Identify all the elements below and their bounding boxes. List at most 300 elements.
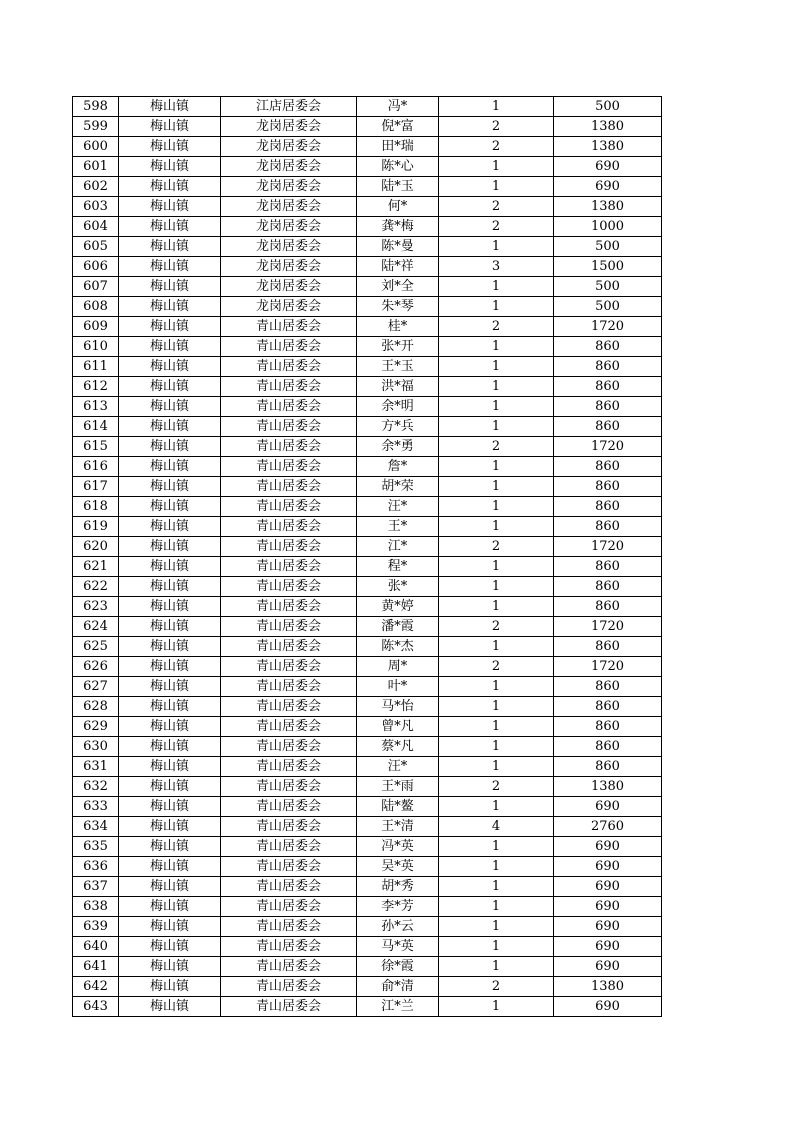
town-cell: 梅山镇: [119, 637, 221, 657]
table-row: [73, 497, 662, 517]
count-cell: 1: [439, 97, 554, 117]
town-cell: 梅山镇: [119, 257, 221, 277]
count-cell: 1: [439, 377, 554, 397]
row-number-cell: 634: [73, 817, 119, 837]
committee-cell: 青山居委会: [221, 617, 357, 637]
table-row: [73, 517, 662, 537]
committee-cell: 青山居委会: [221, 997, 357, 1017]
name-cell: 洪*福: [357, 377, 439, 397]
name-cell: 张*: [357, 577, 439, 597]
town-cell: 梅山镇: [119, 357, 221, 377]
count-cell: 1: [439, 697, 554, 717]
amount-cell: 860: [554, 637, 662, 657]
table-row: [73, 997, 662, 1017]
table-row: [73, 937, 662, 957]
table-row: [73, 257, 662, 277]
table-row: [73, 277, 662, 297]
town-cell: 梅山镇: [119, 237, 221, 257]
row-number-cell: 633: [73, 797, 119, 817]
committee-cell: 青山居委会: [221, 717, 357, 737]
town-cell: 梅山镇: [119, 577, 221, 597]
town-cell: 梅山镇: [119, 697, 221, 717]
town-cell: 梅山镇: [119, 157, 221, 177]
table-row: [73, 457, 662, 477]
table-row: [73, 677, 662, 697]
count-cell: 1: [439, 397, 554, 417]
row-number-cell: 630: [73, 737, 119, 757]
row-number-cell: 639: [73, 917, 119, 937]
committee-cell: 龙岗居委会: [221, 297, 357, 317]
amount-cell: 860: [554, 357, 662, 377]
committee-cell: 青山居委会: [221, 957, 357, 977]
row-number-cell: 611: [73, 357, 119, 377]
amount-cell: 1380: [554, 117, 662, 137]
committee-cell: 青山居委会: [221, 837, 357, 857]
count-cell: 2: [439, 117, 554, 137]
town-cell: 梅山镇: [119, 437, 221, 457]
name-cell: 田*瑞: [357, 137, 439, 157]
committee-cell: 青山居委会: [221, 697, 357, 717]
committee-cell: 龙岗居委会: [221, 157, 357, 177]
table-row: [73, 717, 662, 737]
amount-cell: 860: [554, 597, 662, 617]
name-cell: 桂*: [357, 317, 439, 337]
town-cell: 梅山镇: [119, 197, 221, 217]
count-cell: 1: [439, 557, 554, 577]
table-row: [73, 317, 662, 337]
amount-cell: 1380: [554, 777, 662, 797]
row-number-cell: 618: [73, 497, 119, 517]
count-cell: 1: [439, 277, 554, 297]
amount-cell: 860: [554, 517, 662, 537]
amount-cell: 500: [554, 237, 662, 257]
count-cell: 1: [439, 457, 554, 477]
count-cell: 1: [439, 417, 554, 437]
row-number-cell: 598: [73, 97, 119, 117]
name-cell: 马*英: [357, 937, 439, 957]
committee-cell: 龙岗居委会: [221, 197, 357, 217]
table-row: [73, 917, 662, 937]
name-cell: 曾*凡: [357, 717, 439, 737]
name-cell: 方*兵: [357, 417, 439, 437]
committee-cell: 青山居委会: [221, 857, 357, 877]
table-row: [73, 617, 662, 637]
row-number-cell: 614: [73, 417, 119, 437]
amount-cell: 690: [554, 177, 662, 197]
count-cell: 1: [439, 477, 554, 497]
row-number-cell: 640: [73, 937, 119, 957]
count-cell: 1: [439, 757, 554, 777]
amount-cell: 690: [554, 897, 662, 917]
committee-cell: 龙岗居委会: [221, 117, 357, 137]
amount-cell: 690: [554, 857, 662, 877]
amount-cell: 1720: [554, 317, 662, 337]
count-cell: 1: [439, 917, 554, 937]
count-cell: 1: [439, 517, 554, 537]
table-row: [73, 957, 662, 977]
town-cell: 梅山镇: [119, 677, 221, 697]
town-cell: 梅山镇: [119, 777, 221, 797]
table-row: [73, 697, 662, 717]
amount-cell: 690: [554, 157, 662, 177]
name-cell: 陈*曼: [357, 237, 439, 257]
count-cell: 1: [439, 837, 554, 857]
committee-cell: 青山居委会: [221, 577, 357, 597]
row-number-cell: 600: [73, 137, 119, 157]
count-cell: 2: [439, 437, 554, 457]
committee-cell: 青山居委会: [221, 597, 357, 617]
table-row: [73, 397, 662, 417]
table-body: [73, 97, 662, 1017]
count-cell: 2: [439, 537, 554, 557]
table-row: [73, 197, 662, 217]
count-cell: 2: [439, 217, 554, 237]
row-number-cell: 615: [73, 437, 119, 457]
amount-cell: 500: [554, 297, 662, 317]
amount-cell: 500: [554, 277, 662, 297]
row-number-cell: 608: [73, 297, 119, 317]
table-row: [73, 177, 662, 197]
town-cell: 梅山镇: [119, 617, 221, 637]
row-number-cell: 628: [73, 697, 119, 717]
committee-cell: 青山居委会: [221, 777, 357, 797]
table-row: [73, 817, 662, 837]
town-cell: 梅山镇: [119, 877, 221, 897]
table-row: [73, 637, 662, 657]
count-cell: 1: [439, 957, 554, 977]
table-row: [73, 157, 662, 177]
count-cell: 2: [439, 777, 554, 797]
name-cell: 蔡*凡: [357, 737, 439, 757]
name-cell: 周*: [357, 657, 439, 677]
town-cell: 梅山镇: [119, 397, 221, 417]
town-cell: 梅山镇: [119, 177, 221, 197]
committee-cell: 青山居委会: [221, 317, 357, 337]
town-cell: 梅山镇: [119, 817, 221, 837]
table-row: [73, 977, 662, 997]
committee-cell: 龙岗居委会: [221, 277, 357, 297]
count-cell: 2: [439, 617, 554, 637]
town-cell: 梅山镇: [119, 317, 221, 337]
name-cell: 王*玉: [357, 357, 439, 377]
amount-cell: 860: [554, 377, 662, 397]
row-number-cell: 604: [73, 217, 119, 237]
count-cell: 1: [439, 237, 554, 257]
amount-cell: 860: [554, 457, 662, 477]
town-cell: 梅山镇: [119, 557, 221, 577]
committee-cell: 青山居委会: [221, 797, 357, 817]
committee-cell: 青山居委会: [221, 817, 357, 837]
count-cell: 2: [439, 137, 554, 157]
amount-cell: 860: [554, 717, 662, 737]
count-cell: 1: [439, 677, 554, 697]
row-number-cell: 635: [73, 837, 119, 857]
row-number-cell: 642: [73, 977, 119, 997]
amount-cell: 1380: [554, 197, 662, 217]
town-cell: 梅山镇: [119, 277, 221, 297]
town-cell: 梅山镇: [119, 417, 221, 437]
town-cell: 梅山镇: [119, 797, 221, 817]
amount-cell: 860: [554, 497, 662, 517]
table-row: [73, 557, 662, 577]
name-cell: 吴*英: [357, 857, 439, 877]
amount-cell: 1380: [554, 137, 662, 157]
table-row: [73, 877, 662, 897]
amount-cell: 860: [554, 697, 662, 717]
row-number-cell: 622: [73, 577, 119, 597]
row-number-cell: 626: [73, 657, 119, 677]
name-cell: 张*开: [357, 337, 439, 357]
count-cell: 2: [439, 977, 554, 997]
committee-cell: 青山居委会: [221, 337, 357, 357]
amount-cell: 1720: [554, 617, 662, 637]
town-cell: 梅山镇: [119, 937, 221, 957]
count-cell: 3: [439, 257, 554, 277]
town-cell: 梅山镇: [119, 137, 221, 157]
row-number-cell: 637: [73, 877, 119, 897]
row-number-cell: 619: [73, 517, 119, 537]
amount-cell: 1000: [554, 217, 662, 237]
table-row: [73, 797, 662, 817]
town-cell: 梅山镇: [119, 337, 221, 357]
town-cell: 梅山镇: [119, 857, 221, 877]
committee-cell: 青山居委会: [221, 397, 357, 417]
amount-cell: 860: [554, 757, 662, 777]
town-cell: 梅山镇: [119, 897, 221, 917]
amount-cell: 1720: [554, 537, 662, 557]
name-cell: 王*: [357, 517, 439, 537]
committee-cell: 青山居委会: [221, 517, 357, 537]
count-cell: 1: [439, 797, 554, 817]
count-cell: 1: [439, 997, 554, 1017]
name-cell: 徐*霞: [357, 957, 439, 977]
table-row: [73, 857, 662, 877]
committee-cell: 青山居委会: [221, 437, 357, 457]
amount-cell: 860: [554, 477, 662, 497]
amount-cell: 860: [554, 337, 662, 357]
name-cell: 陆*玉: [357, 177, 439, 197]
row-number-cell: 607: [73, 277, 119, 297]
amount-cell: 860: [554, 557, 662, 577]
row-number-cell: 641: [73, 957, 119, 977]
town-cell: 梅山镇: [119, 997, 221, 1017]
committee-cell: 龙岗居委会: [221, 137, 357, 157]
count-cell: 1: [439, 177, 554, 197]
amount-cell: 860: [554, 737, 662, 757]
amount-cell: 500: [554, 97, 662, 117]
row-number-cell: 613: [73, 397, 119, 417]
count-cell: 2: [439, 657, 554, 677]
row-number-cell: 643: [73, 997, 119, 1017]
name-cell: 冯*: [357, 97, 439, 117]
committee-cell: 青山居委会: [221, 457, 357, 477]
town-cell: 梅山镇: [119, 97, 221, 117]
name-cell: 江*兰: [357, 997, 439, 1017]
count-cell: 1: [439, 577, 554, 597]
amount-cell: 690: [554, 937, 662, 957]
row-number-cell: 605: [73, 237, 119, 257]
town-cell: 梅山镇: [119, 837, 221, 857]
amount-cell: 860: [554, 677, 662, 697]
name-cell: 江*: [357, 537, 439, 557]
row-number-cell: 620: [73, 537, 119, 557]
name-cell: 陈*心: [357, 157, 439, 177]
amount-cell: 1500: [554, 257, 662, 277]
count-cell: 1: [439, 877, 554, 897]
committee-cell: 青山居委会: [221, 637, 357, 657]
town-cell: 梅山镇: [119, 117, 221, 137]
committee-cell: 龙岗居委会: [221, 217, 357, 237]
committee-cell: 龙岗居委会: [221, 257, 357, 277]
committee-cell: 青山居委会: [221, 897, 357, 917]
table-row: [73, 237, 662, 257]
committee-cell: 青山居委会: [221, 657, 357, 677]
amount-cell: 860: [554, 417, 662, 437]
name-cell: 余*明: [357, 397, 439, 417]
table-row: [73, 597, 662, 617]
row-number-cell: 606: [73, 257, 119, 277]
amount-cell: 1720: [554, 437, 662, 457]
name-cell: 胡*秀: [357, 877, 439, 897]
row-number-cell: 610: [73, 337, 119, 357]
row-number-cell: 638: [73, 897, 119, 917]
count-cell: 1: [439, 357, 554, 377]
count-cell: 1: [439, 737, 554, 757]
amount-cell: 690: [554, 997, 662, 1017]
row-number-cell: 636: [73, 857, 119, 877]
name-cell: 朱*琴: [357, 297, 439, 317]
town-cell: 梅山镇: [119, 737, 221, 757]
name-cell: 詹*: [357, 457, 439, 477]
table-row: [73, 97, 662, 117]
name-cell: 李*芳: [357, 897, 439, 917]
committee-cell: 青山居委会: [221, 417, 357, 437]
amount-cell: 860: [554, 577, 662, 597]
row-number-cell: 617: [73, 477, 119, 497]
name-cell: 王*清: [357, 817, 439, 837]
row-number-cell: 599: [73, 117, 119, 137]
count-cell: 1: [439, 157, 554, 177]
town-cell: 梅山镇: [119, 297, 221, 317]
table-row: [73, 537, 662, 557]
name-cell: 余*勇: [357, 437, 439, 457]
table-row: [73, 837, 662, 857]
town-cell: 梅山镇: [119, 517, 221, 537]
committee-cell: 青山居委会: [221, 497, 357, 517]
row-number-cell: 629: [73, 717, 119, 737]
committee-cell: 青山居委会: [221, 557, 357, 577]
committee-cell: 龙岗居委会: [221, 177, 357, 197]
name-cell: 叶*: [357, 677, 439, 697]
table-row: [73, 417, 662, 437]
name-cell: 王*雨: [357, 777, 439, 797]
name-cell: 马*怡: [357, 697, 439, 717]
name-cell: 陈*杰: [357, 637, 439, 657]
town-cell: 梅山镇: [119, 717, 221, 737]
committee-cell: 青山居委会: [221, 737, 357, 757]
town-cell: 梅山镇: [119, 377, 221, 397]
row-number-cell: 627: [73, 677, 119, 697]
name-cell: 龚*梅: [357, 217, 439, 237]
town-cell: 梅山镇: [119, 217, 221, 237]
name-cell: 俞*清: [357, 977, 439, 997]
row-number-cell: 612: [73, 377, 119, 397]
data-table: [72, 96, 662, 1017]
count-cell: 1: [439, 297, 554, 317]
town-cell: 梅山镇: [119, 597, 221, 617]
amount-cell: 690: [554, 957, 662, 977]
name-cell: 刘*全: [357, 277, 439, 297]
table-row: [73, 657, 662, 677]
row-number-cell: 609: [73, 317, 119, 337]
row-number-cell: 616: [73, 457, 119, 477]
count-cell: 1: [439, 337, 554, 357]
amount-cell: 690: [554, 837, 662, 857]
table-row: [73, 117, 662, 137]
committee-cell: 青山居委会: [221, 757, 357, 777]
town-cell: 梅山镇: [119, 537, 221, 557]
name-cell: 孙*云: [357, 917, 439, 937]
amount-cell: 690: [554, 877, 662, 897]
count-cell: 1: [439, 857, 554, 877]
count-cell: 2: [439, 317, 554, 337]
row-number-cell: 625: [73, 637, 119, 657]
name-cell: 汪*: [357, 497, 439, 517]
name-cell: 倪*富: [357, 117, 439, 137]
name-cell: 陆*鳌: [357, 797, 439, 817]
committee-cell: 青山居委会: [221, 977, 357, 997]
table-row: [73, 297, 662, 317]
name-cell: 潘*霞: [357, 617, 439, 637]
count-cell: 1: [439, 637, 554, 657]
town-cell: 梅山镇: [119, 977, 221, 997]
name-cell: 何*: [357, 197, 439, 217]
committee-cell: 青山居委会: [221, 357, 357, 377]
town-cell: 梅山镇: [119, 457, 221, 477]
table-row: [73, 577, 662, 597]
row-number-cell: 623: [73, 597, 119, 617]
table-row: [73, 757, 662, 777]
committee-cell: 青山居委会: [221, 477, 357, 497]
name-cell: 黄*婷: [357, 597, 439, 617]
table-row: [73, 897, 662, 917]
town-cell: 梅山镇: [119, 757, 221, 777]
table-row: [73, 337, 662, 357]
town-cell: 梅山镇: [119, 957, 221, 977]
town-cell: 梅山镇: [119, 497, 221, 517]
table-row: [73, 137, 662, 157]
table-row: [73, 477, 662, 497]
name-cell: 程*: [357, 557, 439, 577]
town-cell: 梅山镇: [119, 657, 221, 677]
row-number-cell: 602: [73, 177, 119, 197]
count-cell: 4: [439, 817, 554, 837]
committee-cell: 江店居委会: [221, 97, 357, 117]
count-cell: 1: [439, 897, 554, 917]
amount-cell: 2760: [554, 817, 662, 837]
committee-cell: 青山居委会: [221, 877, 357, 897]
name-cell: 陆*祥: [357, 257, 439, 277]
committee-cell: 青山居委会: [221, 377, 357, 397]
row-number-cell: 603: [73, 197, 119, 217]
amount-cell: 690: [554, 917, 662, 937]
count-cell: 1: [439, 717, 554, 737]
row-number-cell: 631: [73, 757, 119, 777]
name-cell: 胡*荣: [357, 477, 439, 497]
amount-cell: 690: [554, 797, 662, 817]
committee-cell: 青山居委会: [221, 917, 357, 937]
committee-cell: 青山居委会: [221, 537, 357, 557]
